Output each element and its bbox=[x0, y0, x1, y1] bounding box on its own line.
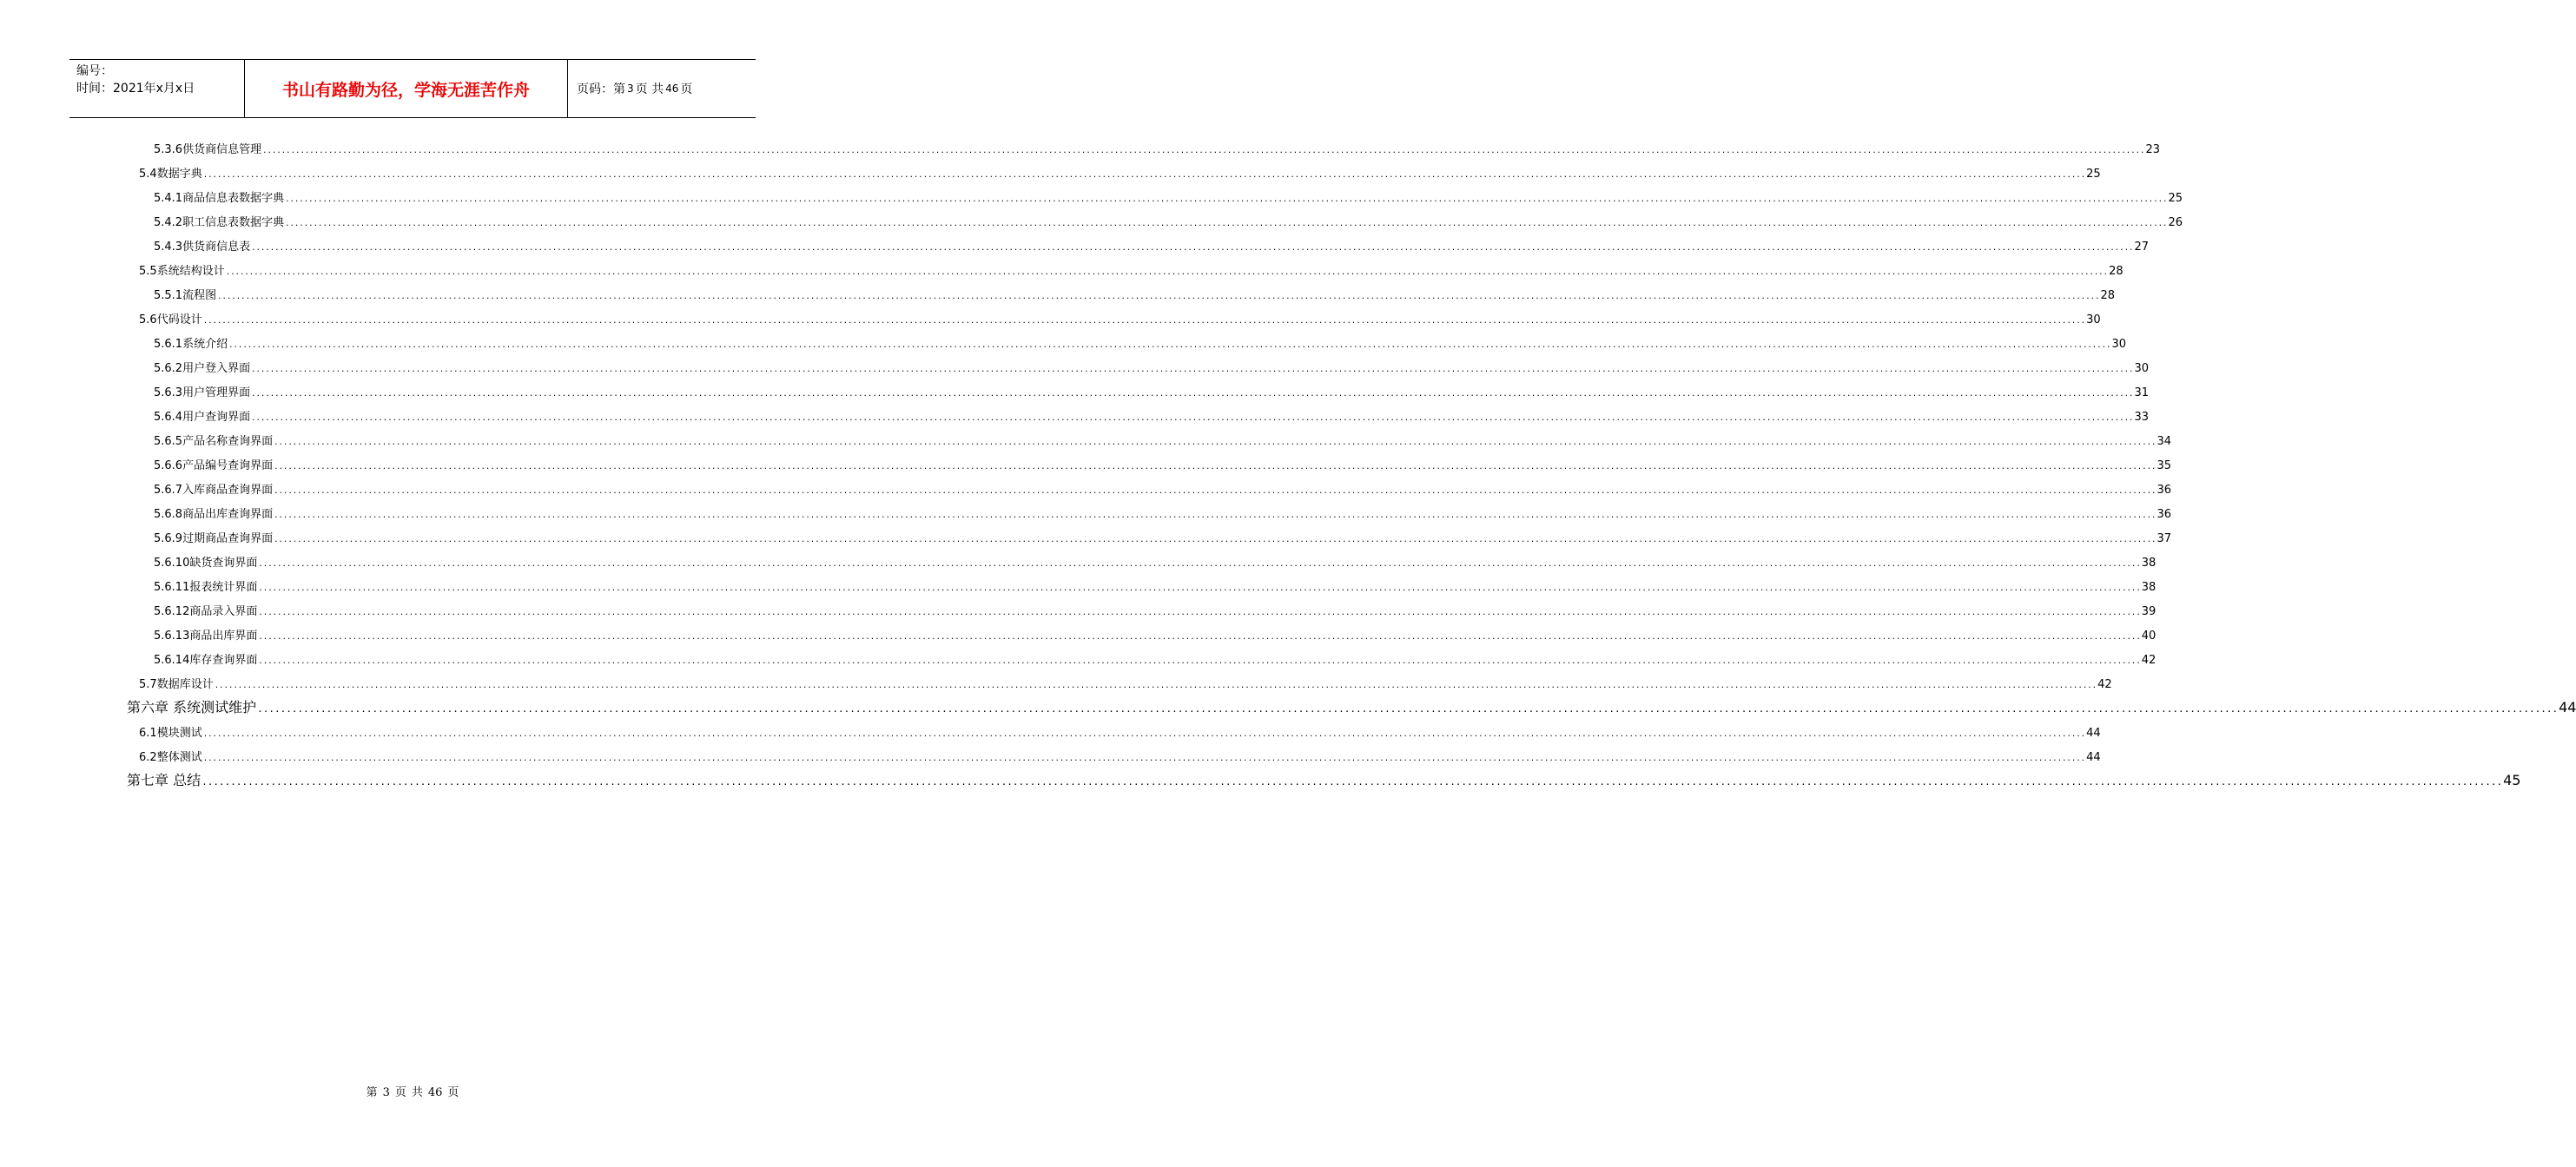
toc-entry[interactable] bbox=[139, 675, 2112, 692]
header-page-info bbox=[568, 60, 756, 117]
toc-entry-page: 28 bbox=[2100, 289, 2116, 302]
footer-prefix: 第 bbox=[366, 1086, 378, 1099]
toc-entry-page: 40 bbox=[2141, 630, 2157, 643]
toc-entry[interactable] bbox=[154, 286, 2116, 303]
toc-entry-number: 5.6.12 bbox=[154, 605, 190, 618]
toc-leader-dots: ................................................................................................................................................................................................................................................................................................................................................................................................................ bbox=[285, 220, 2168, 228]
header-motto: 书山有路勤为径，学海无涯苦作舟 bbox=[245, 60, 568, 117]
toc-entry[interactable] bbox=[139, 261, 2124, 279]
toc-entry-page: 33 bbox=[2134, 411, 2150, 424]
toc-entry-number: 5.6.14 bbox=[154, 654, 190, 667]
header-page-total: 46 bbox=[665, 82, 679, 95]
toc-entry-title: 商品出库查询界面 bbox=[182, 508, 274, 521]
toc-entry-number: 5.4.1 bbox=[154, 192, 183, 205]
toc-entry[interactable] bbox=[139, 723, 2101, 741]
toc-leader-dots: ................................................................................................................................................................................................................................................................................................................................................................................................................ bbox=[258, 609, 2141, 617]
toc-entry-page: 34 bbox=[2157, 435, 2172, 448]
toc-leader-dots: ................................................................................................................................................................................................................................................................................................................................................................................................................ bbox=[251, 390, 2134, 399]
toc-entry-title: 职工信息表数据字典 bbox=[182, 216, 285, 229]
toc-leader-dots: ................................................................................................................................................................................................................................................................................................................................................................................................................ bbox=[274, 463, 2157, 471]
toc-entry-number: 5.5.1 bbox=[154, 289, 183, 302]
toc-entry-number: 5.6.4 bbox=[154, 411, 183, 424]
toc-leader-dots: ................................................................................................................................................................................................................................................................................................................................................................................................................ bbox=[258, 633, 2141, 642]
toc-entry[interactable] bbox=[154, 650, 2157, 668]
toc-entry-title: 系统结构设计 bbox=[156, 265, 225, 278]
toc-entry-number: 5.3.6 bbox=[154, 143, 183, 156]
toc-entry-page: 30 bbox=[2086, 313, 2101, 326]
page-header bbox=[69, 59, 756, 118]
footer-total: 46 bbox=[427, 1086, 443, 1099]
toc-entry-number: 5.4 bbox=[139, 168, 157, 181]
toc-entry-title: 产品名称查询界面 bbox=[182, 435, 274, 448]
toc-leader-dots: ................................................................................................................................................................................................................................................................................................................................................................................................................ bbox=[258, 560, 2141, 569]
toc-entry-page: 27 bbox=[2134, 241, 2150, 254]
footer-mid2: 共 bbox=[411, 1086, 423, 1099]
toc-leader-dots: ................................................................................................................................................................................................................................................................................................................................................................................................................ bbox=[214, 682, 2097, 690]
toc-entry-page: 23 bbox=[2145, 143, 2161, 156]
toc-leader-dots: ................................................................................................................................................................................................................................................................................................................................................................................................................ bbox=[258, 657, 2141, 666]
toc-entry[interactable] bbox=[154, 213, 2183, 230]
footer-current: 3 bbox=[382, 1086, 390, 1099]
toc-leader-dots: ................................................................................................................................................................................................................................................................................................................................................................................................................ bbox=[274, 487, 2157, 496]
footer-suffix: 页 bbox=[447, 1086, 459, 1099]
toc-entry[interactable] bbox=[127, 696, 2576, 717]
toc-entry-number: 5.6.11 bbox=[154, 581, 190, 594]
toc-entry[interactable] bbox=[154, 529, 2172, 546]
toc-entry-page: 37 bbox=[2157, 532, 2172, 545]
toc-entry-page: 42 bbox=[2141, 654, 2157, 667]
toc-entry-number: 5.5 bbox=[139, 265, 157, 278]
toc-entry-number: 5.6.13 bbox=[154, 630, 190, 643]
header-meta bbox=[69, 60, 245, 117]
toc-entry-number: 5.6.1 bbox=[154, 338, 183, 351]
header-page-mid: 页 共 bbox=[635, 82, 664, 96]
toc-entry-title: 流程图 bbox=[182, 289, 217, 302]
page-footer bbox=[0, 1083, 825, 1099]
toc-entry-number: 5.7 bbox=[139, 678, 157, 691]
toc-leader-dots: ................................................................................................................................................................................................................................................................................................................................................................................................................ bbox=[258, 584, 2141, 593]
toc-leader-dots: ................................................................................................................................................................................................................................................................................................................................................................................................................ bbox=[257, 703, 2559, 715]
toc-leader-dots: ................................................................................................................................................................................................................................................................................................................................................................................................................ bbox=[202, 171, 2086, 180]
toc-entry-page: 44 bbox=[2086, 751, 2101, 764]
toc-entry-page: 38 bbox=[2141, 557, 2157, 570]
toc-entry-page: 25 bbox=[2168, 192, 2183, 205]
toc-entry-title: 过期商品查询界面 bbox=[182, 532, 274, 545]
toc-entry-title: 整体测试 bbox=[156, 751, 202, 764]
toc-entry-number: 5.6 bbox=[139, 313, 157, 326]
toc-entry[interactable] bbox=[154, 626, 2157, 643]
toc-entry-number: 6.1 bbox=[139, 727, 157, 740]
toc-entry-number: 5.6.6 bbox=[154, 459, 183, 472]
toc-entry-number: 5.6.9 bbox=[154, 532, 183, 545]
toc-entry[interactable] bbox=[154, 553, 2157, 570]
toc-entry[interactable] bbox=[127, 769, 2521, 790]
toc-entry-title: 产品编号查询界面 bbox=[182, 459, 274, 472]
toc-entry-title: 商品出库界面 bbox=[189, 630, 258, 643]
toc-entry[interactable] bbox=[154, 140, 2161, 157]
toc-leader-dots: ................................................................................................................................................................................................................................................................................................................................................................................................................ bbox=[201, 776, 2503, 788]
toc-entry-title: 供货商信息管理 bbox=[182, 143, 262, 156]
toc-leader-dots: ................................................................................................................................................................................................................................................................................................................................................................................................................ bbox=[274, 438, 2157, 447]
toc-entry[interactable] bbox=[154, 602, 2157, 619]
toc-entry-page: 36 bbox=[2157, 508, 2172, 521]
toc-entry[interactable] bbox=[154, 432, 2172, 449]
toc-entry-title: 商品录入界面 bbox=[189, 605, 258, 618]
toc-leader-dots: ................................................................................................................................................................................................................................................................................................................................................................................................................ bbox=[202, 730, 2086, 739]
toc-leader-dots: ................................................................................................................................................................................................................................................................................................................................................................................................................ bbox=[251, 414, 2134, 423]
toc-entry[interactable] bbox=[154, 504, 2172, 522]
footer-mid1: 页 bbox=[394, 1086, 406, 1099]
toc-entry-number: 5.6.8 bbox=[154, 508, 183, 521]
toc-entry-number: 5.4.3 bbox=[154, 241, 183, 254]
toc-entry-page: 39 bbox=[2141, 605, 2157, 618]
toc-leader-dots: ................................................................................................................................................................................................................................................................................................................................................................................................................ bbox=[274, 511, 2157, 520]
toc-entry-number: 5.6.10 bbox=[154, 557, 190, 570]
toc-entry[interactable] bbox=[139, 748, 2101, 765]
toc-entry-number: 5.6.7 bbox=[154, 484, 183, 497]
serial-label: 编号： bbox=[76, 64, 113, 78]
toc-entry-title: 库存查询界面 bbox=[189, 654, 258, 667]
toc-entry-title: 用户查询界面 bbox=[182, 411, 251, 424]
toc-entry-number: 6.2 bbox=[139, 751, 157, 764]
toc-entry-title: 代码设计 bbox=[156, 313, 202, 326]
toc-leader-dots: ................................................................................................................................................................................................................................................................................................................................................................................................................ bbox=[251, 244, 2134, 253]
toc-entry[interactable] bbox=[154, 383, 2150, 400]
header-page-suffix: 页 bbox=[680, 82, 693, 96]
toc-entry-page: 36 bbox=[2157, 484, 2172, 497]
toc-entry-page: 25 bbox=[2086, 168, 2101, 181]
toc-entry-title: 第七章 总结 bbox=[127, 772, 201, 788]
toc-leader-dots: ................................................................................................................................................................................................................................................................................................................................................................................................................ bbox=[228, 341, 2111, 350]
toc-entry-page: 38 bbox=[2141, 581, 2157, 594]
toc-leader-dots: ................................................................................................................................................................................................................................................................................................................................................................................................................ bbox=[202, 755, 2086, 763]
toc-entry-title: 用户登入界面 bbox=[182, 362, 251, 375]
toc-entry-page: 44 bbox=[2559, 699, 2576, 715]
toc-leader-dots: ................................................................................................................................................................................................................................................................................................................................................................................................................ bbox=[217, 293, 2100, 301]
toc-entry-page: 31 bbox=[2134, 386, 2150, 399]
toc-entry-number: 5.6.5 bbox=[154, 435, 183, 448]
toc-leader-dots: ................................................................................................................................................................................................................................................................................................................................................................................................................ bbox=[202, 317, 2086, 326]
toc-entry-title: 缺货查询界面 bbox=[189, 557, 258, 570]
toc-entry-number: 5.4.2 bbox=[154, 216, 183, 229]
header-page-current: 3 bbox=[627, 82, 634, 95]
toc-entry-page: 42 bbox=[2097, 678, 2112, 691]
toc-entry-page: 26 bbox=[2168, 216, 2183, 229]
toc-entry-title: 用户管理界面 bbox=[182, 386, 251, 399]
toc-entry[interactable] bbox=[154, 577, 2157, 595]
toc-entry-number: 5.6.3 bbox=[154, 386, 183, 399]
header-page-prefix: 页码：第 bbox=[577, 82, 625, 96]
toc-entry-title: 第六章 系统测试维护 bbox=[127, 699, 257, 715]
toc-leader-dots: ................................................................................................................................................................................................................................................................................................................................................................................................................ bbox=[262, 147, 2145, 155]
toc-entry-title: 报表统计界面 bbox=[189, 581, 258, 594]
toc-entry-title: 供货商信息表 bbox=[182, 241, 251, 254]
toc-entry-page: 35 bbox=[2157, 459, 2172, 472]
toc-entry-page: 30 bbox=[2111, 338, 2127, 351]
toc-entry[interactable] bbox=[154, 237, 2150, 254]
toc-entry-title: 数据字典 bbox=[156, 168, 202, 181]
toc-entry[interactable] bbox=[154, 188, 2183, 206]
toc-entry-number: 5.6.2 bbox=[154, 362, 183, 375]
toc-leader-dots: ................................................................................................................................................................................................................................................................................................................................................................................................................ bbox=[225, 268, 2109, 277]
toc-entry[interactable] bbox=[154, 407, 2150, 425]
toc-entry[interactable] bbox=[154, 456, 2172, 473]
toc-entry-page: 30 bbox=[2134, 362, 2150, 375]
toc-entry-page: 45 bbox=[2503, 772, 2521, 788]
toc-entry[interactable] bbox=[154, 359, 2150, 376]
toc-entry-title: 商品信息表数据字典 bbox=[182, 192, 285, 205]
toc-entry-title: 入库商品查询界面 bbox=[182, 484, 274, 497]
time-label: 时间：2021年x月x日 bbox=[76, 82, 195, 96]
toc-leader-dots: ................................................................................................................................................................................................................................................................................................................................................................................................................ bbox=[274, 536, 2157, 544]
toc-leader-dots: ................................................................................................................................................................................................................................................................................................................................................................................................................ bbox=[251, 366, 2134, 374]
toc-entry[interactable] bbox=[139, 310, 2101, 327]
toc-leader-dots: ................................................................................................................................................................................................................................................................................................................................................................................................................ bbox=[285, 195, 2168, 204]
toc-entry-title: 数据库设计 bbox=[156, 678, 214, 691]
toc-entry[interactable] bbox=[139, 164, 2101, 181]
toc-entry-title: 模块测试 bbox=[156, 727, 202, 740]
toc-entry-page: 44 bbox=[2086, 727, 2101, 740]
toc-entry-title: 系统介绍 bbox=[182, 338, 228, 351]
toc-entry-page: 28 bbox=[2109, 265, 2124, 278]
toc-entry[interactable] bbox=[154, 334, 2127, 352]
toc-entry[interactable] bbox=[154, 480, 2172, 498]
